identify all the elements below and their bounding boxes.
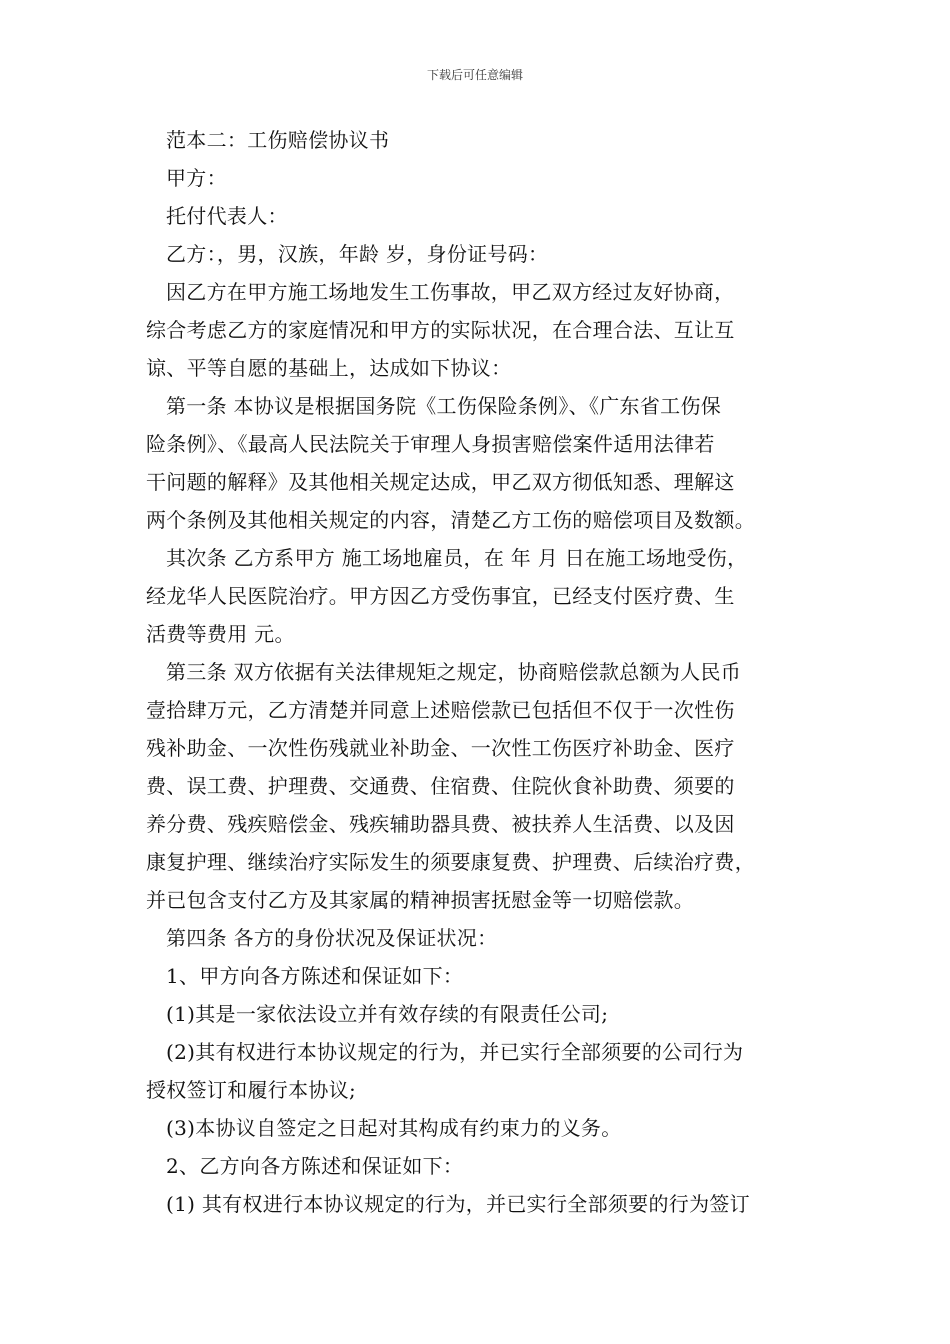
article-1-line: 第一条 本协议是根据国务院《工伤保险条例》、《广东省工伤保 [166,394,722,418]
document-body [146,121,826,1223]
party-a-warranty-item: 授权签订和履行本协议; [146,1078,357,1102]
preamble-line: 因乙方在甲方施工场地发生工伤事故，甲乙双方经过友好协商， [166,280,735,304]
article-3-line: 并已包含支付乙方及其家属的精神损害抚慰金等一切赔偿款。 [146,888,695,912]
article-1-line: 险条例》、《最高人民法院关于审理人身损害赔偿案件适用法律若 [146,432,715,456]
party-a-warranty-heading: 1、甲方向各方陈述和保证如下： [166,964,464,988]
article-3-line: 费、误工费、护理费、交通费、住宿费、住院伙食补助费、须要的 [146,774,735,798]
party-a-warranty-item: (2)其有权进行本协议规定的行为，并已实行全部须要的公司行为 [166,1040,744,1064]
article-2-line: 其次条 乙方系甲方 施工场地雇员，在 年 月 日在施工场地受伤， [166,546,748,570]
article-3-line: 壹拾肆万元，乙方清楚并同意上述赔偿款已包括但不仅于一次性伤 [146,698,735,722]
page-header: 下载后可任意编辑 [426,68,523,82]
article-1-line: 干问题的解释》及其他相关规定达成，甲乙双方彻低知悉、理解这 [146,470,735,494]
article-3-line: 康复护理、继续治疗实际发生的须要康复费、护理费、后续治疗费， [146,850,755,874]
preamble-line: 综合考虑乙方的家庭情况和甲方的实际状况，在合理合法、互让互 [146,318,735,342]
article-3-line: 残补助金、一次性伤残就业补助金、一次性工伤医疗补助金、医疗 [146,736,735,760]
party-a-line: 甲方： [166,166,227,190]
party-a-warranty-item: (1)其是一家依法设立并有效存续的有限责任公司; [166,1002,609,1026]
agent-line: 托付代表人： [166,204,288,228]
article-2-line: 经龙华人民医院治疗。甲方因乙方受伤事宜，已经支付医疗费、生 [146,584,735,608]
party-a-warranty-item: (3)本协议自签定之日起对其构成有约束力的义务。 [166,1116,622,1140]
article-3-line: 养分费、残疾赔偿金、残疾辅助器具费、被扶养人生活费、以及因 [146,812,735,836]
article-3-line: 第三条 双方依据有关法律规矩之规定，协商赔偿款总额为人民币 [166,660,742,684]
party-b-line: 乙方：，男，汉族，年龄 岁，身份证号码： [166,242,549,266]
article-1-line: 两个条例及其他相关规定的内容，清楚乙方工伤的赔偿项目及数额。 [146,508,755,532]
article-2-line: 活费等费用 元。 [146,622,295,646]
article-4-line: 第四条 各方的身份状况及保证状况： [166,926,498,950]
party-b-warranty-item: (1) 其有权进行本协议规定的行为，并已实行全部须要的行为签订 [166,1192,750,1216]
document-title: 范本二：工伤赔偿协议书 [166,128,390,152]
preamble-line: 谅、平等自愿的基础上，达成如下协议： [146,356,512,380]
party-b-warranty-heading: 2、乙方向各方陈述和保证如下： [166,1154,464,1178]
